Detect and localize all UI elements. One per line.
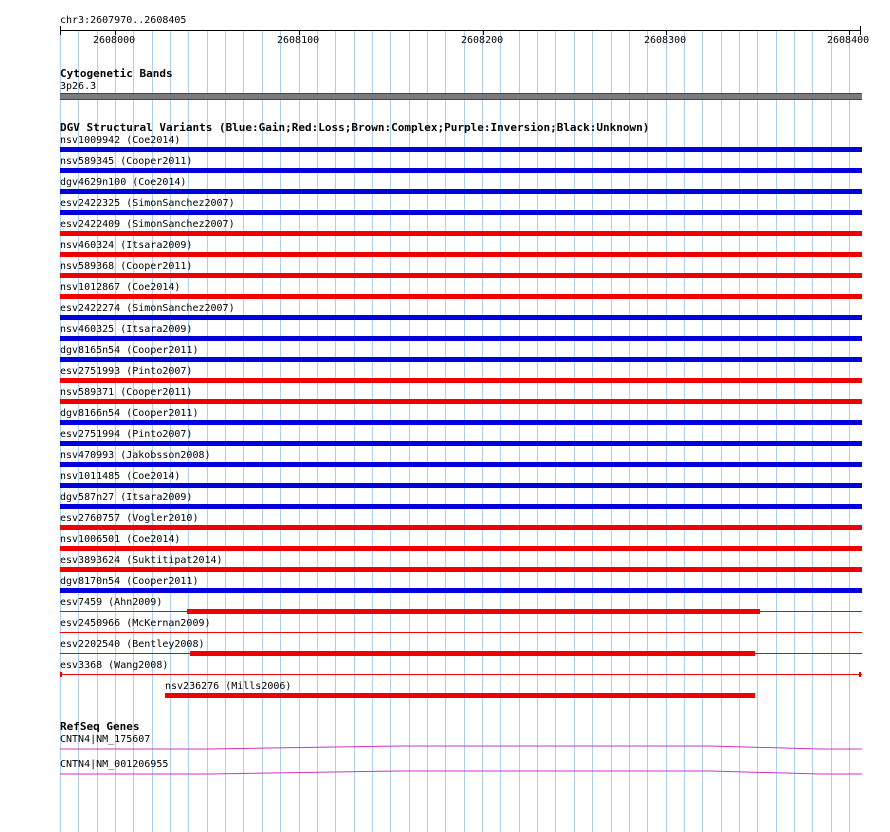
variant-endcap — [859, 672, 861, 677]
variant-label[interactable]: esv2751993 (Pinto2007) — [60, 366, 193, 377]
ruler-axis — [60, 30, 861, 31]
variant-label[interactable]: nsv460324 (Itsara2009) — [60, 240, 193, 251]
variant-label[interactable]: esv2202540 (Bentley2008) — [60, 639, 205, 650]
cytoband-label: 3p26.3 — [60, 81, 97, 92]
variant-bar[interactable] — [60, 357, 862, 362]
variant-intron-line — [60, 632, 862, 633]
gene-label[interactable]: CNTN4|NM_175607 — [60, 734, 151, 745]
variant-label[interactable]: esv7459 (Ahn2009) — [60, 597, 163, 608]
variant-bar[interactable] — [60, 315, 862, 320]
variant-label[interactable]: esv3368 (Wang2008) — [60, 660, 169, 671]
variant-label[interactable]: esv2422409 (SimonSanchez2007) — [60, 219, 235, 230]
variant-bar[interactable] — [60, 252, 862, 257]
variant-label[interactable]: nsv589368 (Cooper2011) — [60, 261, 193, 272]
variant-bar[interactable] — [60, 336, 862, 341]
variant-bar[interactable] — [60, 420, 862, 425]
variant-bar[interactable] — [60, 441, 862, 446]
ruler-left-end — [60, 26, 61, 35]
variant-label[interactable]: nsv1006501 (Coe2014) — [60, 534, 181, 545]
variant-label[interactable]: esv2760757 (Vogler2010) — [60, 513, 199, 524]
variant-label[interactable]: esv2422325 (SimonSanchez2007) — [60, 198, 235, 209]
ruler-tick-label: 2608200 — [461, 35, 504, 46]
gene-intron-line — [60, 746, 862, 749]
variant-bar[interactable] — [187, 609, 760, 614]
ruler-tick-label: 2608400 — [827, 35, 870, 46]
ruler-position: chr3:2607970..2608405 — [60, 15, 187, 26]
variant-bar[interactable] — [60, 483, 862, 488]
ruler-tick-label: 2608100 — [277, 35, 320, 46]
variant-label[interactable]: esv2751994 (Pinto2007) — [60, 429, 193, 440]
variant-label[interactable]: esv2422274 (SimonSanchez2007) — [60, 303, 235, 314]
variant-bar[interactable] — [60, 588, 862, 593]
ruler-tick-label: 2608300 — [644, 35, 687, 46]
variant-bar[interactable] — [60, 399, 862, 404]
variant-bar[interactable] — [60, 462, 862, 467]
variant-bar[interactable] — [60, 504, 862, 509]
variant-label[interactable]: dgv4629n100 (Coe2014) — [60, 177, 187, 188]
variant-bar[interactable] — [60, 147, 862, 152]
gene-intron-line — [60, 771, 862, 774]
variant-bar[interactable] — [60, 189, 862, 194]
cytoband-track-title[interactable]: Cytogenetic Bands — [60, 67, 173, 80]
variant-bar[interactable] — [60, 294, 862, 299]
variant-bar[interactable] — [60, 273, 862, 278]
gene-model[interactable] — [60, 770, 862, 778]
variant-bar[interactable] — [60, 546, 862, 551]
variant-label[interactable]: nsv236276 (Mills2006) — [165, 681, 292, 692]
gene-model[interactable] — [60, 745, 862, 753]
variant-label[interactable]: dgv587n27 (Itsara2009) — [60, 492, 193, 503]
variant-label[interactable]: dgv8166n54 (Cooper2011) — [60, 408, 199, 419]
variant-bar[interactable] — [60, 210, 862, 215]
variant-bar[interactable] — [190, 651, 755, 656]
variant-label[interactable]: nsv470993 (Jakobsson2008) — [60, 450, 211, 461]
variant-bar[interactable] — [60, 231, 862, 236]
variant-label[interactable]: esv2450966 (McKernan2009) — [60, 618, 211, 629]
gene-label[interactable]: CNTN4|NM_001206955 — [60, 759, 169, 770]
variant-label[interactable]: nsv1012867 (Coe2014) — [60, 282, 181, 293]
variant-bar[interactable] — [60, 168, 862, 173]
variant-endcap — [60, 672, 62, 677]
cytoband-bar[interactable] — [60, 93, 862, 100]
variant-label[interactable]: nsv1011485 (Coe2014) — [60, 471, 181, 482]
variant-label[interactable]: dgv8165n54 (Cooper2011) — [60, 345, 199, 356]
ruler-tick-label: 2608000 — [93, 35, 136, 46]
variant-label[interactable]: nsv460325 (Itsara2009) — [60, 324, 193, 335]
variant-bar[interactable] — [60, 674, 862, 675]
variant-label[interactable]: nsv589371 (Cooper2011) — [60, 387, 193, 398]
dgv-track-title[interactable]: DGV Structural Variants (Blue:Gain;Red:Loss;Brown:Complex;Purple:Inversion;Black:Unknown) — [60, 121, 650, 134]
variant-bar[interactable] — [60, 378, 862, 383]
variant-label[interactable]: esv3893624 (Suktitipat2014) — [60, 555, 223, 566]
variant-bar[interactable] — [60, 567, 862, 572]
variant-label[interactable]: nsv1009942 (Coe2014) — [60, 135, 181, 146]
variant-label[interactable]: nsv589345 (Cooper2011) — [60, 156, 193, 167]
refseq-track-title[interactable]: RefSeq Genes — [60, 720, 140, 733]
variant-label[interactable]: dgv8170n54 (Cooper2011) — [60, 576, 199, 587]
variant-bar[interactable] — [60, 525, 862, 530]
ruler-right-end — [860, 26, 861, 35]
variant-bar[interactable] — [165, 693, 755, 698]
